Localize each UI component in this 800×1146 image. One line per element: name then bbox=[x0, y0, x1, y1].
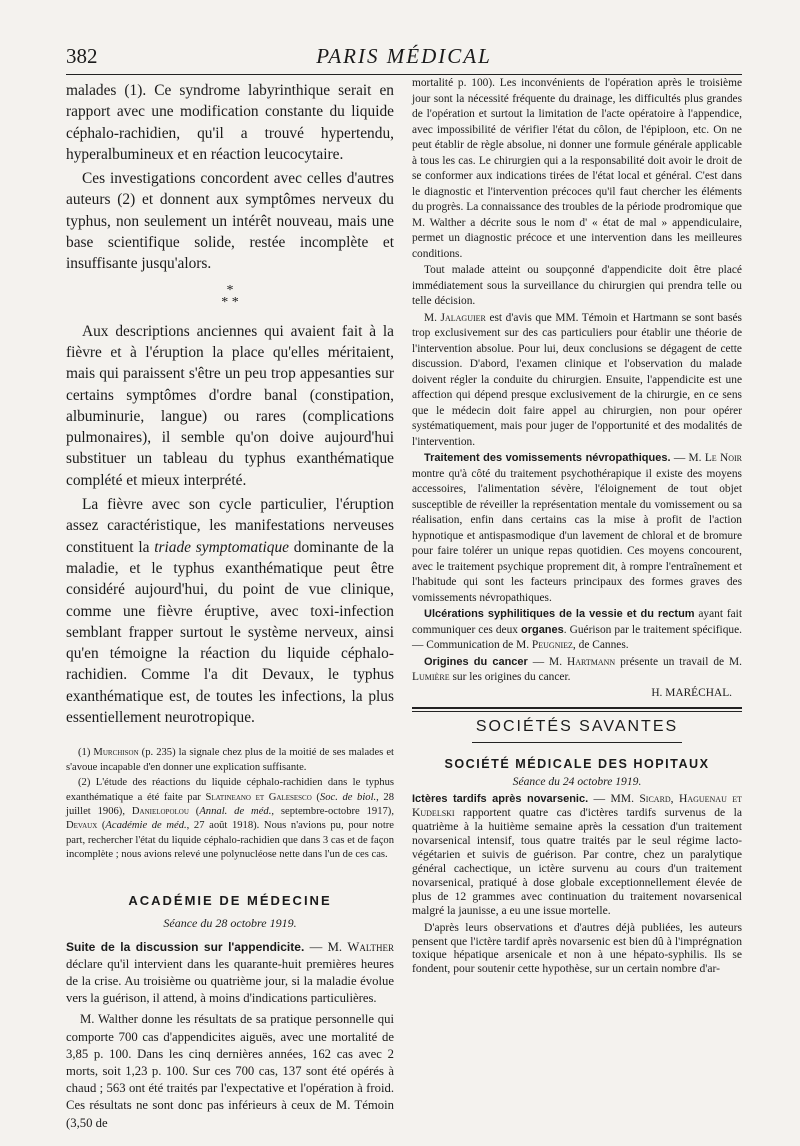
section-divider bbox=[412, 707, 742, 712]
run-in-heading: Suite de la discussion sur l'appendicite. bbox=[66, 939, 305, 954]
footnote-2: (2) L'étude des réactions du liquide céphalo-rachidien dans le typhus exanthématique a été faite par Slatineano et Galesesco (Soc. de biol., 28 juillet 1906), Danielopolou (Annal. de méd., septembre-octobre 1917), Devaux (Académie de méd., 27 août 1918). Nous n'avions pu, pour notre part, rechercher l'état du liquide céphalo-rachidien que dans 3 cas et de façon incomplète ; nous avions relevé une polynucléose nette dans l'un de ces cas. bbox=[66, 777, 395, 861]
paragraph: Tout malade atteint ou soupçonné d'appendicite doit être placé immédiatement sous la surveillance du chirurgien qui prendra telle ou telle décision. bbox=[412, 264, 742, 307]
paragraph: Ictères tardifs après novarsenic. — MM. Sicard, Haguenau et Kudelski rapportent quatre cas d'ictères tardifs survenus de la quatrième à la huitième semaine après la cessation d'un traitement novarsenical intensif, tous quatre traités par le seul régime lacto-végétarien et suivis de guérison. Par contre, chez un paralytique général cachectique, un ictère survenu au cours d'un traitement novarsenical, pratiqué à dose globale exceptionnellement élevée de plus de 12 grammes avec continuation du traitement novarsenical malgré la jaunisse, a eu une issue mortelle. bbox=[412, 791, 743, 917]
paragraph: malades (1). Ce syndrome labyrinthique serait en rapport avec une modification constante du liquide céphalo-rachidien, qu'il a trouvé hypertendu, hyperalbumineux et en réaction leucocytaire. bbox=[66, 82, 394, 163]
run-in-heading: Traitement des vomissements névropathiques. bbox=[424, 452, 671, 464]
paragraph: Aux descriptions anciennes qui avaient fait à la fièvre et à l'éruption la place qu'elles méritaient, mais qui paraissent s'être un peu trop appesanties sur certains symptômes d'ordre banal (constipation, albuminurie, langue) ou rares (complications pulmonaires), il semble qu'on doive aujourd'hui substituer un tableau du typhus exanthématique complété et mieux interprété. bbox=[66, 322, 394, 489]
run-in-heading: Ulcérations syphilitiques de la vessie et du rectum bbox=[424, 608, 695, 620]
divider bbox=[472, 742, 682, 743]
signature: H. MARÉCHAL. bbox=[651, 686, 732, 699]
paragraph: D'après leurs observations et d'autres déjà publiées, les auteurs pensent que l'ictère tardif après novarsenic est bien dû à l'imprégnation toxique hépatique arsenicale et non à une hépato-syphilis. Ils se fondent, pour soutenir cette hypothèse, sur un certain nombre d'ar- bbox=[412, 920, 742, 976]
footnote-1: (1) Murchison (p. 235) la signale chez plus de la moitié de ses malades et s'avoue incapable d'en donner une explication suffisante. bbox=[66, 747, 394, 773]
journal-title: PARIS MÉDICAL bbox=[316, 44, 492, 68]
section-heading-hopitaux: SOCIÉTÉ MÉDICALE DES HOPITAUX bbox=[444, 756, 710, 771]
asterism bbox=[66, 282, 394, 310]
seance-date: Séance du 28 octobre 1919. bbox=[163, 915, 297, 930]
emphasis: triade symptomatique bbox=[154, 538, 289, 556]
section-title-societes: SOCIÉTÉS SAVANTES bbox=[475, 717, 679, 735]
paragraph: Ces investigations concordent avec celles d'autres auteurs (2) et donnent aux symptômes nerveux du typhus, non seulement un intérêt nouveau, mais une base scientifique solide, restée incomplète et insuffisante jusqu'alors. bbox=[66, 170, 394, 273]
page-number: 382 bbox=[66, 44, 98, 68]
asterism-bottom: * * bbox=[221, 294, 239, 310]
paragraph: Traitement des vomissements névropathiques. — M. Le Noir montre qu'à côté du traitement psychothérapique il existe des moyens accessoires, l'alimentation sévère, l'éloignement de tout objet susceptible de réveiller la représentation mentale du vomissement ou sa réalisation, enfin dans certains cas la mise à profit de l'action hypnotique et antispasmodique d'un lavement de chloral et de bromure pour faire tolérer un unique repas quotidien. Ces moyens concourent, avec le traitement psychique proprement dit, à rompre l'entraînement et l'habitude qui sont les facteurs principaux des formes graves des vomissements névropathiques. bbox=[412, 452, 742, 604]
paragraph: Suite de la discussion sur l'appendicite. — M. Walther déclare qu'il intervient dans les quarante-huit premières heures de la crise. Au troisième ou quatrième jour, si la maladie évolue vers la guérison, il attend, à moins d'indications particulières. bbox=[66, 939, 395, 1006]
paragraph: La fièvre avec son cycle particulier, l'éruption assez caractéristique, les manifestations nerveuses constituent la triade symptomatique dominante de la maladie, et le typhus exanthématique peut être considéré aujourd'hui, du point de vue clinique, comme une fièvre éruptive, avec toxi-infection semblant frapper surtout le système nerveux, ainsi qu'en témoigne la réaction du liquide céphalo-rachidien. Comme l'a dit Devaux, le typhus exanthématique est, de toutes les infections, la plus essentiellement neurotropique. bbox=[66, 496, 394, 727]
paragraph: Origines du cancer — M. Hartmann présente un travail de M. Lumière sur les origines du cancer. bbox=[412, 655, 742, 683]
run-in-heading: Ictères tardifs après novarsenic. bbox=[412, 792, 589, 805]
asterism-top: * bbox=[226, 282, 234, 298]
run-in-heading: Origines du cancer bbox=[424, 655, 528, 668]
right-column bbox=[412, 76, 742, 976]
left-column bbox=[66, 80, 394, 1132]
paragraph: M. Jalaguier est d'avis que MM. Témoin et Hartmann se sont basés trop exclusivement sur des cas particuliers pour établir une théorie de l'intervention absolue. Pour lui, deux conclusions se dégagent de cette discussion. D'abord, l'examen clinique et l'observation du malade doivent régler la conduite du chirurgien. Ensuite, l'appendicite est une affection qui dépend presque exclusivement de la chirurgie, en ce sens que le médecin doit faire appel au chirurgien, non pour opérer systématiquement, mais pour juger de l'opportunité et des modalités de l'intervention. bbox=[412, 311, 742, 448]
page-header bbox=[66, 44, 742, 74]
paragraph: Ulcérations syphilitiques de la vessie et du rectum ayant fait communiquer ces deux organes. Guérison par le traitement spécifique. — Communication de M. Peugniez, de Cannes. bbox=[412, 608, 742, 651]
paragraph: mortalité p. 100). Les inconvénients de l'opération après le troisième jour sont la nécessité fréquente du drainage, les difficultés plus grandes de l'opération et surtout la limitation de l'acte opératoire à l'appendice, avec impossibilité de vérifier l'état du côlon, de l'épiploon, etc. On ne peut établir de règle absolue, ni donner une formule générale applicable à tous les cas. Le chirurgien qui a la responsabilité doit avoir le droit de se conformer aux indications tirées de l'état local et général. C'est dans le diagnostic et l'intervention précoces qu'il faut chercher les éléments du progrès. La connaissance des troubles de la période prodromique que M. Walther a décrite sous le nom d' « état de mal » appendiculaire, permet un diagnostic précoce et une intervention dans les meilleures conditions. bbox=[412, 77, 742, 260]
seance-date: Séance du 24 octobre 1919. bbox=[512, 774, 642, 788]
header-rule bbox=[66, 74, 742, 75]
paragraph: M. Walther donne les résultats de sa pratique personnelle qui comporte 700 cas d'appendicites aiguës, avec une mortalité de 3,85 p. 100. Dans les cinq dernières années, 162 cas avec 2 morts, soit 1,23 p. 100. Sur ces 700 cas, 137 sont été opérés à chaud ; 563 ont été traités par l'expectative et l'opération à froid. Ces résultats ne sont donc pas inférieurs à ceux de M. Témoin (3,50 de bbox=[66, 1012, 394, 1130]
section-heading-academie: ACADÉMIE DE MÉDECINE bbox=[128, 892, 332, 908]
